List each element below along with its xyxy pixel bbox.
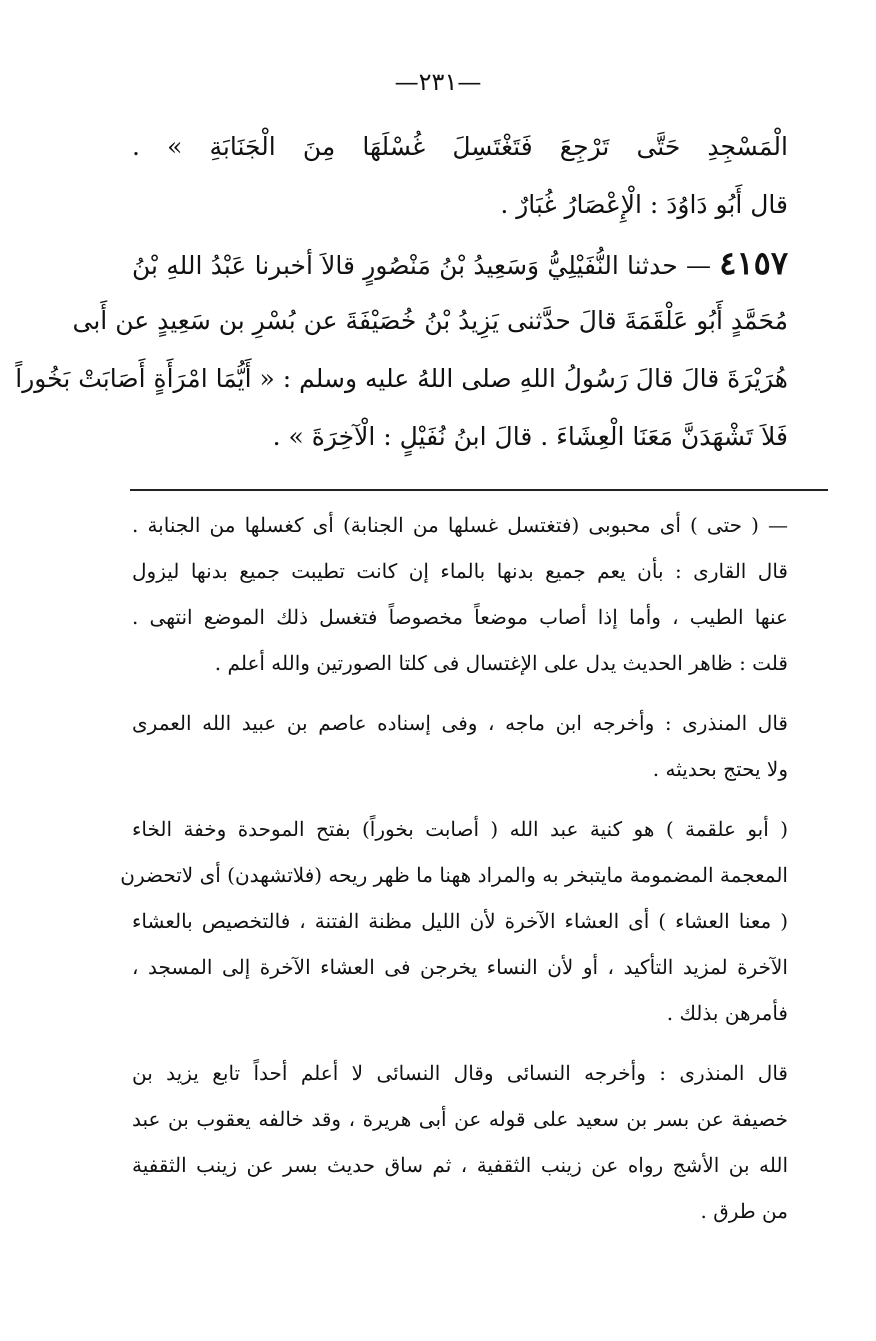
hadith-line: مُحَمَّدٍ أَبُو عَلْقَمَةَ قالَ حدَّثنى يَزِيدُ بْنُ خُصَيْفَةَ عن بُسْرِ بن سَعِيدٍ عن أَبى <box>72 306 788 335</box>
hadith-line-text: — حدثنا النُّفَيْلِيُّ وَسَعِيدُ بْنُ مَنْصُورٍ قالاَ أخبرنا عَبْدُ اللهِ بْنُ <box>132 251 711 280</box>
hadith-number: ٤١٥٧ <box>719 244 788 282</box>
commentary <box>120 502 788 1234</box>
commentary-line: ( أبو علقمة ) هو كنية عبد الله ( أصابت بخوراً) بفتح الموحدة وخفة الخاء <box>132 817 788 841</box>
commentary-line: قلت : ظاهر الحديث يدل على الإغتسال فى كلتا الصورتين والله أعلم . <box>214 651 788 675</box>
commentary-line: عنها الطيب ، وأما إذا أصاب موضعاً مخصوصاً فتغسل ذلك الموضع انتهى . <box>132 605 788 629</box>
footnote-separator <box>130 489 828 491</box>
commentary-line: ( معنا العشاء ) أى العشاء الآخرة لأن الليل مظنة الفتنة ، فالتخصيص بالعشاء <box>132 909 788 933</box>
hadith-line: قال أَبُو دَاوُدَ : الْإِعْصَارُ غُبَارٌ . <box>500 190 788 219</box>
hadith-line <box>132 234 788 292</box>
commentary-line: قال القارى : بأن يعم جميع بدنها بالماء إن كانت تطيبت جميع بدنها ليزول <box>132 559 788 583</box>
commentary-line: قال المنذرى : وأخرجه ابن ماجه ، وفى إسناده عاصم بن عبيد الله العمرى <box>132 711 788 735</box>
hadith-text <box>15 118 788 466</box>
commentary-line: الآخرة لمزيد التأكيد ، أو لأن النساء يخرجن فى العشاء الآخرة إلى المسجد ، <box>132 955 788 979</box>
hadith-line: الْمَسْجِدِ حَتَّى تَرْجِعَ فَتَغْتَسِلَ غُسْلَهَا مِنَ الْجَنَابَةِ » . <box>132 132 788 161</box>
commentary-line: خصيفة عن بسر بن سعيد على قوله عن أبى هريرة ، وقد خالفه يعقوب بن عبد <box>132 1107 788 1131</box>
commentary-line: — ( حتى ) أى محبوبى (فتغتسل غسلها من الجنابة) أى كغسلها من الجنابة . <box>132 513 788 537</box>
commentary-line: قال المنذرى : وأخرجه النسائى وقال النسائى لا أعلم أحداً تابع يزيد بن <box>132 1061 788 1085</box>
commentary-line: فأمرهن بذلك . <box>666 1001 788 1025</box>
commentary-line: من طرق . <box>700 1199 788 1223</box>
hadith-line: فَلاَ تَشْهَدَنَّ مَعَنَا الْعِشَاءَ . قالَ ابنُ نُفَيْلٍ : الْآخِرَةَ » . <box>272 422 788 451</box>
commentary-line: الله بن الأشج رواه عن زينب الثقفية ، ثم ساق حديث بسر عن زينب الثقفية <box>132 1153 788 1177</box>
page-number: —٢٣١— <box>394 68 482 96</box>
hadith-line: هُرَيْرَةَ قالَ قالَ رَسُولُ اللهِ صلى اللهُ عليه وسلم : « أَيُّمَا امْرَأَةٍ أَصَابَتْ بَخُوراً <box>15 364 788 393</box>
commentary-line: ولا يحتج بحديثه . <box>652 757 788 781</box>
commentary-line: المعجمة المضمومة مايتبخر به والمراد ههنا ما ظهر ريحه (فلاتشهدن) أى لاتحضرن <box>120 863 788 887</box>
